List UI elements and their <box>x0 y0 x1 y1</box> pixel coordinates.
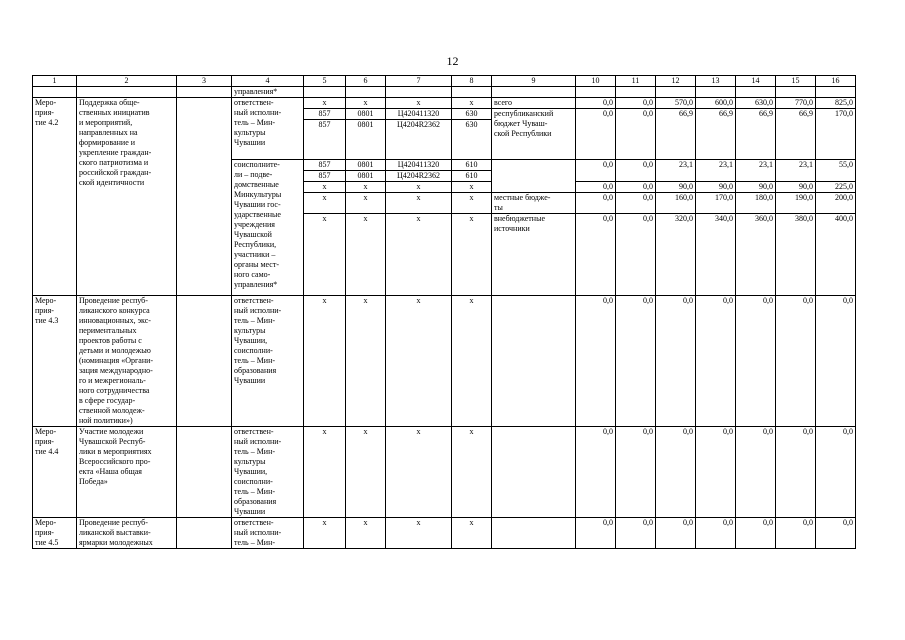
table-cell: 0,0 <box>696 518 736 549</box>
activity-label: Меро- прия- тие 4.5 <box>33 518 77 549</box>
table-cell: 610 <box>452 171 492 182</box>
table-cell: 90,0 <box>656 182 696 193</box>
table-cell: 0801 <box>346 120 386 160</box>
table-cell: 570,0 <box>656 98 696 109</box>
table-cell: x <box>346 193 386 214</box>
column-number-row <box>33 76 856 87</box>
table-cell: x <box>304 98 346 109</box>
table-cell <box>816 87 856 98</box>
table-cell <box>33 87 77 98</box>
col-num: 15 <box>776 76 816 87</box>
table-cell: 66,9 <box>736 109 776 160</box>
table-cell: 170,0 <box>696 193 736 214</box>
table-cell: 0,0 <box>696 427 736 518</box>
table-cell: 857 <box>304 171 346 182</box>
table-cell: 0,0 <box>616 109 656 160</box>
table-cell <box>492 296 576 427</box>
table-cell: 0,0 <box>576 160 616 182</box>
table-cell: 0,0 <box>576 427 616 518</box>
table-cell: x <box>304 518 346 549</box>
table-cell: 630 <box>452 120 492 160</box>
table-cell: 90,0 <box>696 182 736 193</box>
table-cell: x <box>346 427 386 518</box>
table-cell: 0,0 <box>776 296 816 427</box>
table-cell: x <box>452 214 492 296</box>
col-num: 13 <box>696 76 736 87</box>
table-cell: 0,0 <box>616 518 656 549</box>
table-cell: x <box>346 214 386 296</box>
activity-4-2-row <box>33 98 856 109</box>
table-cell: x <box>386 193 452 214</box>
table-cell: Ц420411320 <box>386 160 452 171</box>
table-cell: 0,0 <box>616 214 656 296</box>
responsible-executor: ответствен- ный исполни- тель – Мин- <box>232 518 304 549</box>
table-cell: 0,0 <box>616 427 656 518</box>
table-cell: 0,0 <box>816 518 856 549</box>
table-cell: 320,0 <box>656 214 696 296</box>
table-cell: 200,0 <box>816 193 856 214</box>
col-num: 6 <box>346 76 386 87</box>
funding-source: всего <box>492 98 576 109</box>
col-num: 1 <box>33 76 77 87</box>
table-cell <box>177 518 232 549</box>
table-cell: 825,0 <box>816 98 856 109</box>
table-cell: 0,0 <box>616 98 656 109</box>
table-cell <box>177 87 232 98</box>
table-cell: 0801 <box>346 160 386 171</box>
table-cell: 857 <box>304 109 346 120</box>
table-cell: x <box>304 182 346 193</box>
table-cell: x <box>386 182 452 193</box>
table-cell: 55,0 <box>816 160 856 182</box>
activity-4-4-row <box>33 427 856 518</box>
activity-label: Меро- прия- тие 4.3 <box>33 296 77 427</box>
table-cell <box>736 87 776 98</box>
table-cell: 0,0 <box>656 518 696 549</box>
responsible-executor: ответствен- ный исполни- тель – Мин- культуры Чувашии <box>232 98 304 160</box>
carry-over-text: управления* <box>232 87 304 98</box>
funding-source: республиканский бюджет Чуваш- ской Республики <box>492 109 576 160</box>
funding-source: внебюджетные источники <box>492 214 576 296</box>
table-cell: x <box>452 193 492 214</box>
table-cell <box>492 518 576 549</box>
table-cell: 630 <box>452 109 492 120</box>
table-cell: 66,9 <box>776 109 816 160</box>
table-cell: x <box>386 518 452 549</box>
table-cell <box>386 87 452 98</box>
table-cell: 160,0 <box>656 193 696 214</box>
col-num: 10 <box>576 76 616 87</box>
table-cell: 0,0 <box>816 427 856 518</box>
carry-over-row <box>33 87 856 98</box>
table-cell: x <box>452 98 492 109</box>
table-cell <box>346 87 386 98</box>
table-cell: x <box>304 296 346 427</box>
table-cell: 0,0 <box>616 296 656 427</box>
table-cell <box>776 87 816 98</box>
table-cell: 0801 <box>346 171 386 182</box>
table-cell: 0,0 <box>616 182 656 193</box>
table-cell: 0,0 <box>656 427 696 518</box>
table-cell: x <box>386 296 452 427</box>
table-cell: 66,9 <box>656 109 696 160</box>
table-cell: x <box>346 296 386 427</box>
table-cell: 600,0 <box>696 98 736 109</box>
activity-label: Меро- прия- тие 4.4 <box>33 427 77 518</box>
table-cell: 0,0 <box>736 296 776 427</box>
table-cell: Ц4204R2362 <box>386 171 452 182</box>
table-cell: 630,0 <box>736 98 776 109</box>
table-cell: 0,0 <box>576 296 616 427</box>
table-cell: 0,0 <box>736 518 776 549</box>
activity-4-5-row <box>33 518 856 549</box>
co-executors: соисполните- ли – подве- домственные Минкультуры Чувашии гос- ударственные учреждения Чувашской Республики, участники – органы мест- ного само- управления* <box>232 160 304 296</box>
page-number: 12 <box>446 54 459 68</box>
col-num: 4 <box>232 76 304 87</box>
table-cell: 225,0 <box>816 182 856 193</box>
table-cell: 23,1 <box>736 160 776 182</box>
table-cell: 770,0 <box>776 98 816 109</box>
table-cell: 340,0 <box>696 214 736 296</box>
table-cell: 0,0 <box>776 518 816 549</box>
table-cell: 380,0 <box>776 214 816 296</box>
table-cell <box>304 87 346 98</box>
table-cell <box>492 427 576 518</box>
table-cell: 23,1 <box>656 160 696 182</box>
table-cell: x <box>452 427 492 518</box>
table-cell <box>616 87 656 98</box>
table-cell: x <box>452 518 492 549</box>
table-cell <box>696 87 736 98</box>
table-cell: 857 <box>304 120 346 160</box>
table-cell: x <box>452 296 492 427</box>
table-cell <box>77 87 177 98</box>
col-num: 3 <box>177 76 232 87</box>
table-cell: 23,1 <box>776 160 816 182</box>
col-num: 11 <box>616 76 656 87</box>
table-cell <box>656 87 696 98</box>
responsible-executor: ответствен- ный исполни- тель – Мин- культуры Чувашии, соисполни- тель – Мин- образования Чувашии <box>232 296 304 427</box>
table-cell <box>492 160 576 193</box>
table-cell: 857 <box>304 160 346 171</box>
col-num: 16 <box>816 76 856 87</box>
col-num: 12 <box>656 76 696 87</box>
table-cell: 66,9 <box>696 109 736 160</box>
table-cell: 90,0 <box>776 182 816 193</box>
table-cell: x <box>346 182 386 193</box>
table-cell: x <box>346 98 386 109</box>
activity-description: Проведение респуб- ликанского конкурса инновационных, экс- периментальных проектов работы с детьми и молодежью (номинация «Органи- зация международно- го и межрегиональ- ного сотрудничества в сфере государ- ственной молодеж- ной политики») <box>77 296 177 427</box>
table-cell: 0,0 <box>816 296 856 427</box>
table-cell: x <box>304 193 346 214</box>
table-cell: 0,0 <box>576 214 616 296</box>
activity-4-3-row <box>33 296 856 427</box>
responsible-executor: ответствен- ный исполни- тель – Мин- культуры Чувашии, соисполни- тель – Мин- образования Чувашии <box>232 427 304 518</box>
table-cell: 0,0 <box>616 160 656 182</box>
activity-label: Меро- прия- тие 4.2 <box>33 98 77 296</box>
table-cell <box>177 427 232 518</box>
table-cell: 190,0 <box>776 193 816 214</box>
col-num: 7 <box>386 76 452 87</box>
table-cell: 0,0 <box>576 193 616 214</box>
table-cell: x <box>386 98 452 109</box>
col-num: 8 <box>452 76 492 87</box>
table-cell <box>492 87 576 98</box>
table-cell: Ц4204R2362 <box>386 120 452 160</box>
table-cell <box>452 87 492 98</box>
table-cell: 400,0 <box>816 214 856 296</box>
table-cell: 0,0 <box>776 427 816 518</box>
table-cell: 0801 <box>346 109 386 120</box>
table-cell: 0,0 <box>576 109 616 160</box>
col-num: 9 <box>492 76 576 87</box>
table-cell: 360,0 <box>736 214 776 296</box>
activity-description: Поддержка обще- ственных инициатив и мероприятий, направленных на формирование и укрепление граждан- ского патриотизма и российской граждан- ской идентичности <box>77 98 177 296</box>
table-cell: 90,0 <box>736 182 776 193</box>
activity-description: Участие молодежи Чувашской Респуб- лики в мероприятиях Всероссийского про- екта «Наша общая Победа» <box>77 427 177 518</box>
table-cell: x <box>386 214 452 296</box>
table-cell: 0,0 <box>576 518 616 549</box>
table-cell: 0,0 <box>736 427 776 518</box>
table-cell <box>576 87 616 98</box>
table-cell: x <box>304 427 346 518</box>
table-cell: 610 <box>452 160 492 171</box>
table-cell <box>177 296 232 427</box>
table-cell: 0,0 <box>616 193 656 214</box>
program-table <box>32 75 856 549</box>
table-cell: 180,0 <box>736 193 776 214</box>
activity-description: Проведение респуб- ликанской выставки- ярмарки молодежных <box>77 518 177 549</box>
table-cell: 0,0 <box>576 98 616 109</box>
table-cell: Ц420411320 <box>386 109 452 120</box>
table-cell: x <box>386 427 452 518</box>
table-cell: 170,0 <box>816 109 856 160</box>
funding-source: местные бюдже- ты <box>492 193 576 214</box>
table-cell: 23,1 <box>696 160 736 182</box>
table-cell: x <box>304 214 346 296</box>
table-cell: 0,0 <box>656 296 696 427</box>
table-cell: x <box>452 182 492 193</box>
col-num: 14 <box>736 76 776 87</box>
col-num: 5 <box>304 76 346 87</box>
table-cell: 0,0 <box>576 182 616 193</box>
table-cell: 0,0 <box>696 296 736 427</box>
col-num: 2 <box>77 76 177 87</box>
table-cell <box>177 98 232 296</box>
table-cell: x <box>346 518 386 549</box>
